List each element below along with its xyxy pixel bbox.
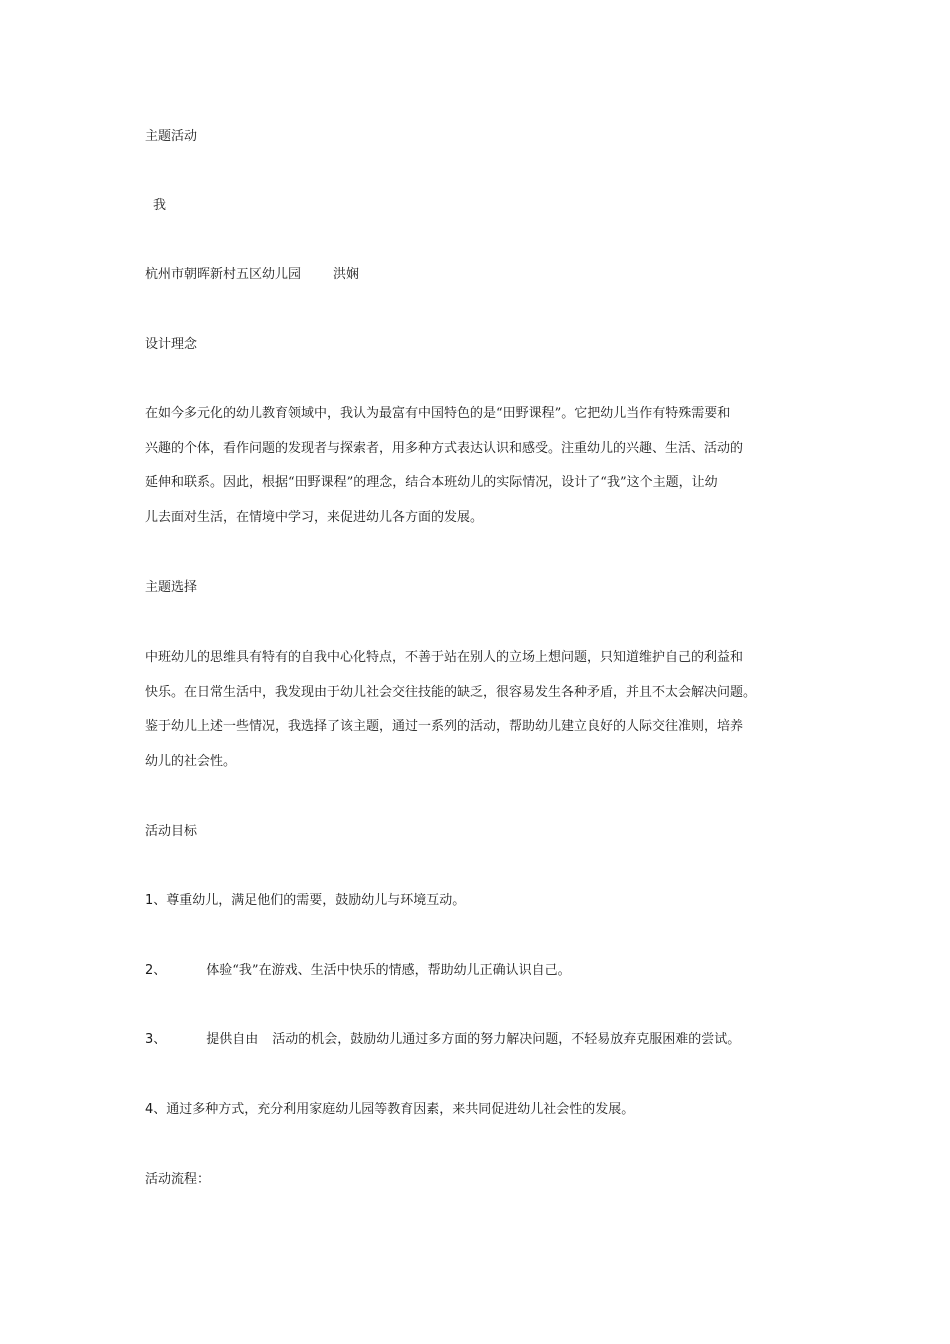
goal-item <box>145 1031 740 1049</box>
choice-line: 鉴于幼儿上述一些情况，我选择了该主题，通过一系列的活动，帮助幼儿建立良好的人际交往准则，培养 <box>145 719 744 734</box>
goals-heading: 活动目标 <box>145 824 198 839</box>
choice-heading: 主题选择 <box>145 580 198 595</box>
goal-number: 3、 <box>145 1032 167 1047</box>
goal-number: 2、 <box>145 963 167 978</box>
goal-text: 体验“我”在游戏、生活中快乐的情感，帮助幼儿正确认识自己。 <box>206 963 571 978</box>
design-paragraph <box>145 397 815 535</box>
author-line <box>145 266 359 284</box>
choice-line: 中班幼儿的思维具有特有的自我中心化特点，不善于站在别人的立场上想问题，只知道维护自己的利益和 <box>145 650 744 665</box>
goal-text: 尊重幼儿，满足他们的需要，鼓励幼儿与环境互动。 <box>166 893 466 908</box>
flow-heading: 活动流程： <box>145 1172 211 1187</box>
choice-paragraph <box>145 641 815 779</box>
design-heading: 设计理念 <box>145 337 198 352</box>
goal-item <box>145 892 465 910</box>
author-org: 杭州市朝晖新村五区幼儿园 <box>145 267 302 282</box>
goal-item <box>145 962 571 980</box>
choice-line: 快乐。在日常生活中，我发现由于幼儿社会交往技能的缺乏，很容易发生各种矛盾，并且不太会解决问题。 <box>145 684 757 700</box>
goal-text: 通过多种方式，充分利用家庭幼儿园等教育因素，来共同促进幼儿社会性的发展。 <box>166 1102 635 1117</box>
doc-subtitle: 我 <box>153 198 167 213</box>
goal-text-part: 活动的机会，鼓励幼儿通过多方面的努力解决问题，不轻易放弃克服困难的尝试。 <box>272 1032 741 1047</box>
choice-line: 幼儿的社会性。 <box>145 753 237 769</box>
design-line: 延伸和联系。因此，根据“田野课程”的理念，结合本班幼儿的实际情况，设计了“我”这个主题，让幼 <box>145 475 718 490</box>
goal-item <box>145 1101 634 1119</box>
design-line: 在如今多元化的幼儿教育领域中，我认为最富有中国特色的是“田野课程”。它把幼儿当作有特殊需要和 <box>145 406 731 421</box>
goal-text-part: 提供自由 <box>206 1032 259 1047</box>
author-name: 洪娴 <box>333 267 360 282</box>
goal-number: 1、 <box>145 893 167 908</box>
design-line: 兴趣的个体，看作问题的发现者与探索者，用多种方式表达认识和感受。注重幼儿的兴趣、生活、活动的 <box>145 440 744 456</box>
design-line: 儿去面对生活，在情境中学习，来促进幼儿各方面的发展。 <box>145 509 484 525</box>
doc-title: 主题活动 <box>145 129 198 144</box>
goal-number: 4、 <box>145 1102 167 1117</box>
